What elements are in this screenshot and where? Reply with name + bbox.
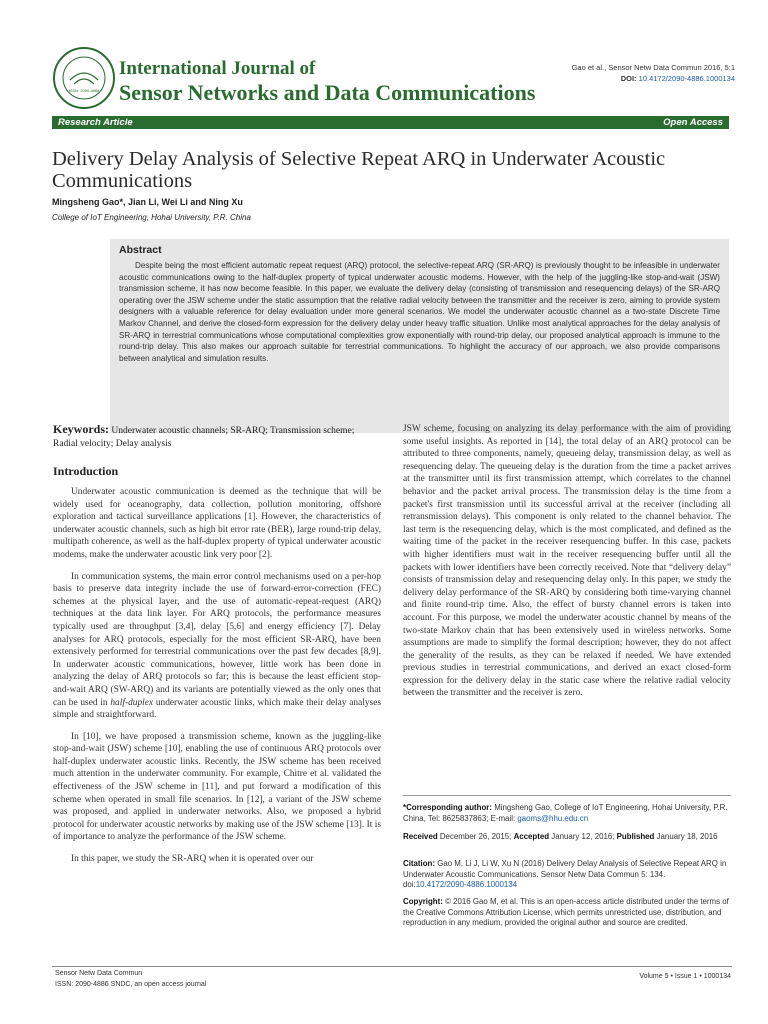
citation-doi-link[interactable]: 10.4172/2090-4886.1000134: [415, 880, 518, 890]
corresponding-author-note: [403, 803, 731, 824]
received-date: December 26, 2015;: [439, 832, 512, 841]
left-column: [53, 423, 381, 875]
doi-label: DOI:: [620, 74, 637, 83]
doi-link[interactable]: 10.4172/2090-4886.1000134: [638, 74, 735, 83]
keywords-text: Underwater acoustic channels; SR-ARQ; Transmission scheme; Radial velocity; Delay analysis: [53, 426, 355, 449]
open-access-label: Open Access: [663, 117, 723, 128]
journal-logo: [52, 46, 116, 110]
corr-email-link[interactable]: gaoms@hhu.edu.cn: [517, 813, 589, 823]
article-citation-header: [572, 62, 735, 84]
intro-paragraph-1: Underwater acoustic communication is deemed as the technique that will be widely used for oceanography, data collection, pollution monitoring, offshore exploration and tactical surveillance applications [1]. However, the characteristics of underwater acoustic channels, such as high bit error rate (BER), large round-trip delay, multipath coherence, as well as the half-duplex property of typical underwater acoustic modems, make the underwater acoustic link very poor [2].: [53, 487, 381, 560]
citation-text: Gao M, Li J, Li W, Xu N (2016) Delivery Delay Analysis of Selective Repeat ARQ in Underwater Acoustic Communications. Sensor Netw Data Commun 5: 134. doi:: [403, 859, 727, 890]
keywords: [53, 423, 381, 450]
published-label: Published: [616, 832, 655, 841]
corr-text: Mingsheng Gao, College of IoT Engineering, Hohai University, P.R. China, Tel: 8625837863; E-mail:: [403, 803, 728, 823]
footer-divider: [52, 966, 732, 967]
footer-journal-abbrev: Sensor Netw Data Commun: [55, 970, 143, 977]
copyright-label: Copyright:: [403, 897, 443, 906]
article-type-label: Research Article: [58, 117, 133, 128]
intro-paragraph-4: In this paper, we study the SR-ARQ when it is operated over our: [71, 854, 314, 865]
abstract-heading: Abstract: [119, 244, 162, 256]
article-type-banner: [52, 116, 729, 129]
citation-line: Gao et al., Sensor Netw Data Commun 2016, 5:1: [571, 63, 735, 72]
received-label: Received: [403, 832, 438, 841]
intro-paragraph-2-italic: half-duplex: [110, 697, 154, 708]
citation-note: [403, 859, 731, 891]
intro-paragraph-2-end: underwater acoustic links, which make their delay analyses simple and straightforward.: [53, 697, 382, 721]
corr-label: *Corresponding author:: [403, 803, 492, 812]
intro-paragraph-2: [53, 571, 381, 722]
accepted-label: Accepted: [513, 832, 550, 841]
article-affiliation: College of IoT Engineering, Hohai University, P.R. China: [52, 213, 251, 222]
introduction-heading: Introduction: [53, 464, 119, 478]
intro-paragraph-2-text: In communication systems, the main error control mechanisms used on a per-hop basis to preserve data integrity include the use of forward-error-correction (FEC) schemes at the physical layer, and the use of automatic-repeat-request (ARQ) techniques at the data link layer. For ARQ protocols, the performance measures typically used are throughput [3,4], delay [5,6] and energy efficiency [7]. Delay analyses for ARQ protocols, especially for the most efficient SR-ARQ, have been extensively performed for terrestrial communications over the past few decades [8,9]. In underwater acoustic communications, however, little work has been done in analyzing the delay of ARQ protocols so far; this is because the least efficient stop-and-wait ARQ (SW-ARQ) and its variants are potentially viewed as the only ones that can be used in: [53, 571, 381, 708]
published-date: January 18, 2016: [656, 832, 718, 841]
journal-name-line2: Sensor Networks and Data Communications: [119, 80, 536, 105]
abstract-box: [110, 239, 729, 433]
dates-note: [403, 832, 731, 843]
footer-issn: ISSN: 2090-4886 SNDC, an open access journal: [55, 981, 207, 988]
footnote-divider: [403, 795, 731, 796]
keywords-label: Keywords:: [53, 422, 109, 436]
intro-paragraph-3: In [10], we have proposed a transmission scheme, known as the juggling-like stop-and-wait (JSW) scheme [10], enabling the use of continuous ARQ protocols over half-duplex underwater acoustic links. Recently, the JSW scheme has been received much attention in the underwater community. For example, Chitre et al. validated the effectiveness of the JSW scheme in [11], and put forward a modification of this scheme when operated in small file scenarios. In [12], a variant of the JSW scheme was proposed, and applied in underwater networks. Also, we proposed a hybrid protocol for underwater acoustic networks by making use of the JSW scheme [13]. It is of importance to analyze the performance of the JSW scheme.: [53, 731, 381, 843]
logo-issn: ISSN: 2090-4886: [68, 88, 100, 93]
citation-label: Citation:: [403, 859, 435, 868]
right-column: [403, 423, 731, 700]
accepted-date: January 12, 2016;: [551, 832, 615, 841]
abstract-text: Despite being the most efficient automatic repeat request (ARQ) protocol, the selective-repeat ARQ (SR-ARQ) is previously thought to be infeasible in underwater acoustic communications owing to the half-duplex property of typical underwater acoustic modems. However, with the help of the juggling-like stop-and-wait (JSW) transmission scheme, it has now become feasible. In this paper, we evaluate the delivery delay (consisting of transmission and resequencing delays) of the SR-ARQ operating over the JSW scheme under the static assumption that the relative radial velocity between the transmitter and the receiver is zero, aiming to provide system designers with a valuable reference for delay evaluation under more general scenarios. We model the underwater acoustic channel as a two-state Discrete Time Markov Channel, and derive the closed-form expression for the delivery delay under heavy traffic situation. Unlike most analytical approaches for the delay analysis of SR-ARQ in terrestrial communications whose computational complexities grow exponentially with round-trip delay, our proposed analytical approach is immune to the round-trip delay. This also makes our approach suitable for terrestrial communications. To highlight the accuracy of our approach, we also provide comparisons between analytical and simulation results.: [119, 261, 720, 363]
footer-volume-issue: Volume 5 • Issue 1 • 1000134: [639, 973, 731, 980]
copyright-note: [403, 897, 731, 929]
article-authors: Mingsheng Gao*, Jian Li, Wei Li and Ning Xu: [52, 197, 243, 207]
article-title: Delivery Delay Analysis of Selective Repeat ARQ in Underwater Acoustic Communications: [52, 148, 666, 192]
copyright-text: © 2016 Gao M, et al. This is an open-access article distributed under the terms of the Creative Commons Attribution License, which permits unrestricted use, distribution, and reproduction in any medium, provided the original author and source are credited.: [403, 897, 729, 928]
intro-paragraph-right: JSW scheme, focusing on analyzing its delay performance with the aim of providing some useful insights. As reported in [14], the total delay of an ARQ protocol can be attributed to three components, namely, queueing delay, transmission delay, as well as resequencing delay. The queueing delay is the duration from the time a packet arrives at the transmitter until its first transmission attempt, which correlates to the channel behavior and the packet arrival process. The transmission delay is the time from a packet's first transmission until its successful arrival at the receiver (including all retransmission delays). This component is only related to the channel behavior. The last term is the resequencing delay, which is the most complicated, and defined as the waiting time of the packet in the receiver resequencing buffer. In this case, packets with higher identifiers must wait in the receiver resequencing buffer until all the packets with lower identifiers have been correctly received. Note that “delivery delay” consists of transmission delay and resequencing delay only. In this paper, we study the delivery delay performance of the SR-ARQ by considering both time-varying channel and finite round-trip time. Also, the effect of bursty channel errors is taken into account. For this purpose, we model the underwater acoustic channel by means of the two-state Markov chain that has been extensively used in wireless networks. Some assumptions are made to simplify the formal description; however, they do not affect the generality of the results, as they can be relaxed if needed. We have extended previous studies in terrestrial communications, and derived an exact closed-form expression for the delivery delay in the static case where the relative radial velocity between the transmitter and the receiver is zero.: [403, 424, 731, 699]
journal-name-line1: International Journal of: [119, 58, 316, 79]
